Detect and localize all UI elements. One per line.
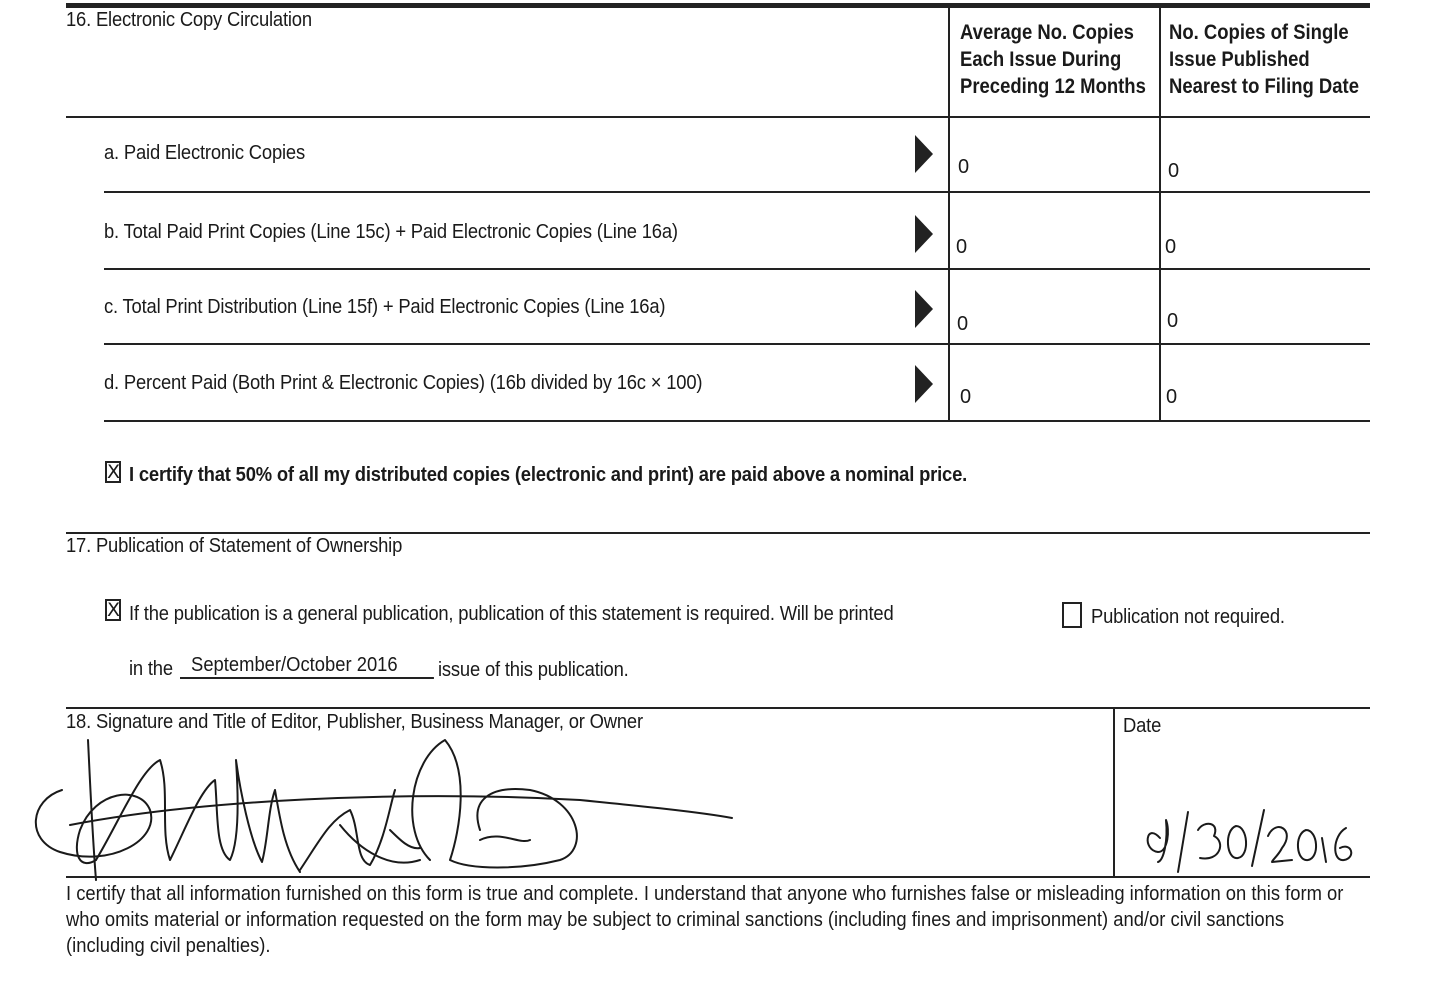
section-17-title: 17. Publication of Statement of Ownership [66, 535, 403, 557]
publication-required-text: If the publication is a general publication, publication of this statement is required. Will be printed [129, 603, 894, 625]
section-18-title: 18. Signature and Title of Editor, Publisher, Business Manager, or Owner [66, 711, 643, 733]
date-value [1140, 820, 1141, 821]
avg-value: 0 [958, 156, 970, 178]
avg-header-line-1: Average No. Copies [960, 21, 1134, 44]
avg-header-line-2: Each Issue During [960, 48, 1122, 71]
single-value: 0 [1165, 236, 1177, 258]
certification-paragraph: I certify that all information furnished on this form is true and complete. I understand that anyone who furnishes false or misleading information on this form or who omits material or information requested on the form may be subject to criminal sanctions (including fines and imprisonment) and/or civil sanctions (including civil penalties). [66, 883, 1344, 957]
section-16-title: 16. Electronic Copy Circulation [66, 9, 312, 31]
avg-value: 0 [956, 236, 968, 258]
single-header-line-2: Issue Published [1169, 48, 1310, 71]
single-value: 0 [1168, 160, 1180, 182]
avg-header-line-3: Preceding 12 Months [960, 75, 1146, 98]
single-value: 0 [1166, 386, 1178, 408]
row-label: c. Total Print Distribution (Line 15f) + Paid Electronic Copies (Line 16a) [104, 296, 666, 318]
in-the-label: in the [129, 658, 173, 680]
certify-checkbox[interactable]: X [107, 461, 121, 483]
date-label: Date [1123, 715, 1162, 737]
publication-not-required-text: Publication not required. [1091, 606, 1285, 628]
row-label: d. Percent Paid (Both Print & Electronic Copies) (16b divided by 16c × 100) [104, 372, 703, 394]
avg-value: 0 [957, 313, 969, 335]
certify-text: I certify that 50% of all my distributed copies (electronic and print) are paid above a nominal price. [129, 464, 968, 486]
publication-required-checkbox[interactable]: X [107, 599, 121, 621]
issue-field[interactable]: September/October 2016 [180, 653, 434, 679]
signature-bottom-rule [66, 876, 1370, 878]
row-label: b. Total Paid Print Copies (Line 15c) + Paid Electronic Copies (Line 16a) [104, 221, 678, 243]
avg-value: 0 [960, 386, 972, 408]
row-label: a. Paid Electronic Copies [104, 142, 305, 164]
issue-suffix-text: issue of this publication. [438, 659, 629, 681]
single-header-line-1: No. Copies of Single [1169, 21, 1349, 44]
single-value: 0 [1167, 310, 1179, 332]
single-header-line-3: Nearest to Filing Date [1169, 75, 1359, 98]
